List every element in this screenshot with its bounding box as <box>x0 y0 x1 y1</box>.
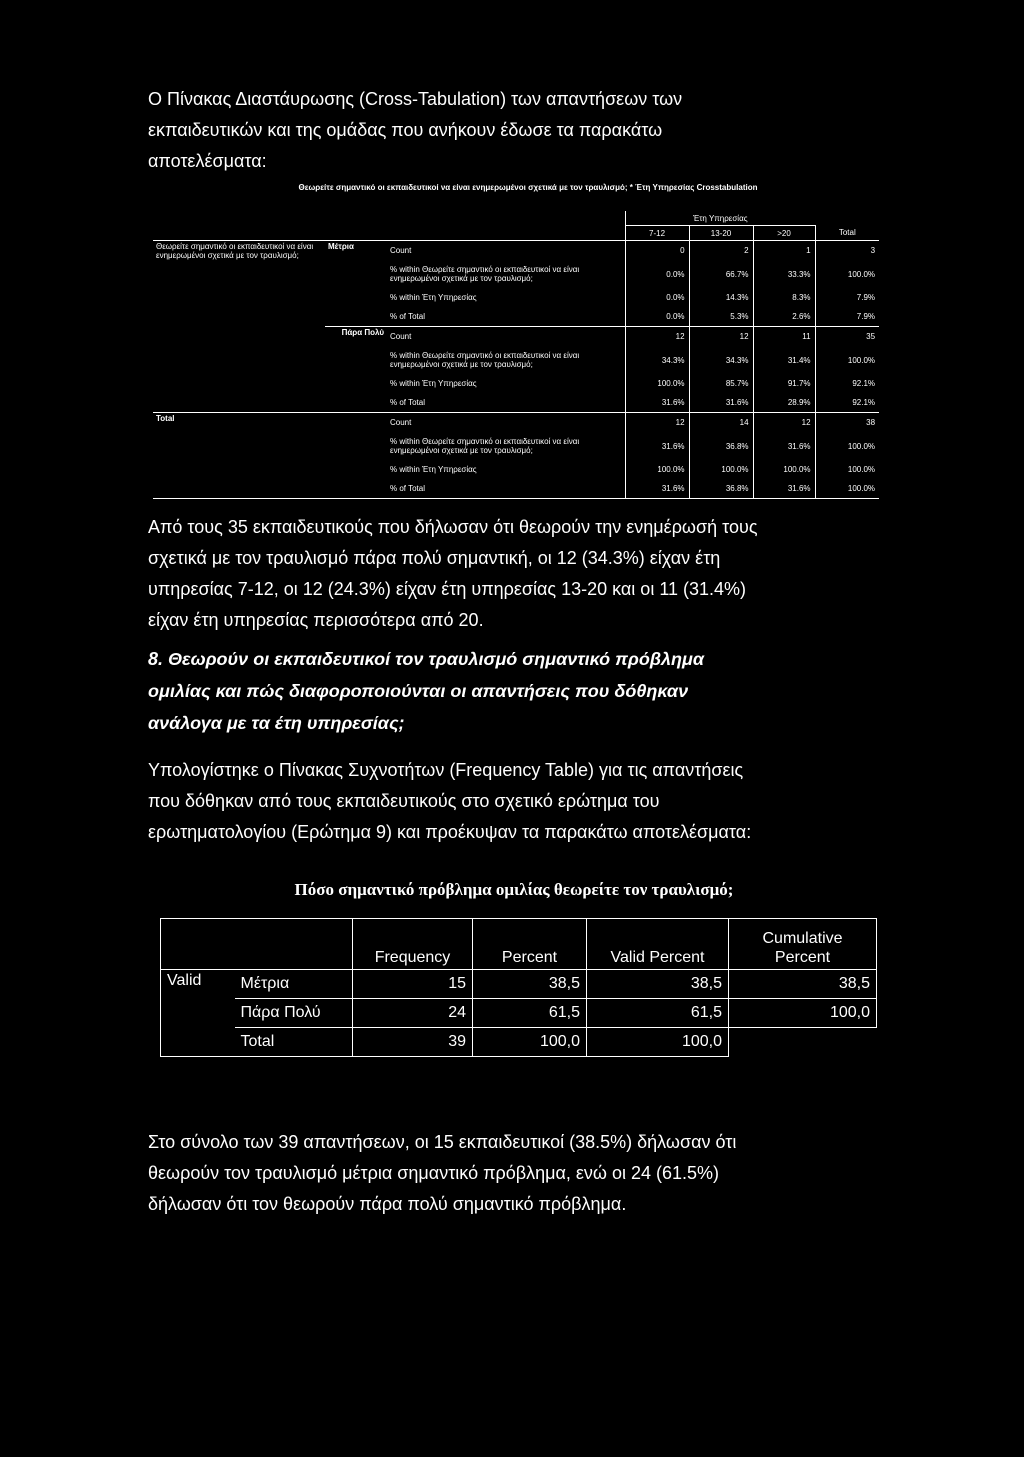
table-row <box>153 241 879 261</box>
cell: 31.6% <box>625 393 689 413</box>
cell: 31.6% <box>625 432 689 460</box>
col-header: Percent <box>473 919 587 970</box>
col-header: 7-12 <box>625 226 689 241</box>
cell: 8.3% <box>753 288 815 307</box>
cell: 100,0 <box>587 1028 729 1057</box>
intro-line: αποτελέσματα: <box>148 151 267 171</box>
cell: 12 <box>625 413 689 433</box>
table-row <box>161 999 877 1028</box>
cell: 31.6% <box>625 479 689 499</box>
cell: 100.0% <box>815 479 879 499</box>
stat-label: Count <box>387 413 625 433</box>
cell: 38,5 <box>473 970 587 999</box>
stat-label: % within Θεωρείτε σημαντικό οι εκπαιδευτικοί να είναι ενημερωμένοι σχετικά με τον τραυλισμό; <box>390 437 580 455</box>
cell: 12 <box>689 327 753 347</box>
cell: 2 <box>689 241 753 261</box>
stat-label: Count <box>387 327 625 347</box>
cell: 100.0% <box>753 460 815 479</box>
cell: 33.3% <box>753 260 815 288</box>
method-line: ερωτηματολογίου (Ερώτημα 9) και προέκυψαν τα παρακάτω αποτελέσματα: <box>148 822 752 842</box>
table-row <box>153 413 879 433</box>
col-header: Cumulative Percent <box>729 919 877 970</box>
cell: 0.0% <box>625 288 689 307</box>
cell: 28.9% <box>753 393 815 413</box>
total-label: Total <box>153 413 387 499</box>
conclusion-line: Στο σύνολο των 39 απαντήσεων, οι 15 εκπαιδευτικοί (38.5%) δήλωσαν ότι <box>148 1132 737 1152</box>
cell: 100.0% <box>625 374 689 393</box>
col-header: Frequency <box>353 919 473 970</box>
conclusion-line: θεωρούν τον τραυλισμό μέτρια σημαντικό πρόβλημα, ενώ οι 24 (61.5%) <box>148 1163 720 1183</box>
cell: 0.0% <box>625 260 689 288</box>
cell: 61,5 <box>587 999 729 1028</box>
summary-line: σχετικά με τον τραυλισμό πάρα πολύ σημαντική, οι 12 (34.3%) είχαν έτη <box>148 548 721 568</box>
summary-line: Από τους 35 εκπαιδευτικούς που δήλωσαν ότι θεωρούν την ενημέρωσή τους <box>148 517 758 537</box>
cell: 34.3% <box>689 346 753 374</box>
row-label: Πάρα Πολύ <box>235 999 353 1028</box>
frequency-table <box>160 918 877 1057</box>
stat-label: % of Total <box>390 312 425 321</box>
col-header: 13-20 <box>689 226 753 241</box>
cell: 34.3% <box>625 346 689 374</box>
stat-label: % of Total <box>390 484 425 493</box>
cell: 100,0 <box>473 1028 587 1057</box>
cell: 100,0 <box>729 999 877 1028</box>
cell: 2.6% <box>753 307 815 327</box>
cell: 1 <box>753 241 815 261</box>
cell: 14 <box>689 413 753 433</box>
stat-label: % within Έτη Υπηρεσίας <box>390 293 477 302</box>
cell: 100.0% <box>815 460 879 479</box>
stat-label: Count <box>387 241 625 261</box>
col-group-label: Έτη Υπηρεσίας <box>625 211 815 226</box>
group-label: Πάρα Πολύ <box>325 327 387 413</box>
heading-line: ομιλίας και πώς διαφοροποιούνται οι απαντήσεις που δόθηκαν <box>148 681 689 701</box>
cell: 92.1% <box>815 374 879 393</box>
group-label: Μέτρια <box>325 241 387 327</box>
stat-label: % of Total <box>390 398 425 407</box>
cell: 38,5 <box>729 970 877 999</box>
intro-line: εκπαιδευτικών και της ομάδας που ανήκουν έδωσε τα παρακάτω <box>148 120 663 140</box>
heading-line: ανάλογα με τα έτη υπηρεσίας; <box>148 713 405 733</box>
row-var-label: Θεωρείτε σημαντικό οι εκπαιδευτικοί να είναι ενημερωμένοι σχετικά με τον τραυλισμό; <box>153 241 325 413</box>
cell: 92.1% <box>815 393 879 413</box>
cell: 66.7% <box>689 260 753 288</box>
cell: 31.6% <box>689 393 753 413</box>
cell: 31.6% <box>753 432 815 460</box>
valid-label: Valid <box>161 970 235 1057</box>
cell: 38 <box>815 413 879 433</box>
cell: 36.8% <box>689 479 753 499</box>
frequency-header-row <box>161 919 877 970</box>
col-header: Valid Percent <box>587 919 729 970</box>
cell: 100.0% <box>625 460 689 479</box>
stat-label: % within Έτη Υπηρεσίας <box>390 465 477 474</box>
heading-line: 8. Θεωρούν οι εκπαιδευτικοί τον τραυλισμό σημαντικό πρόβλημα <box>148 649 705 669</box>
stat-label: % within Θεωρείτε σημαντικό οι εκπαιδευτικοί να είναι ενημερωμένοι σχετικά με τον τραυλισμό; <box>390 265 580 283</box>
cell: 100.0% <box>815 346 879 374</box>
intro-paragraph <box>148 84 880 177</box>
row-label: Total <box>235 1028 353 1057</box>
row-label: Μέτρια <box>235 970 353 999</box>
cell: 85.7% <box>689 374 753 393</box>
crosstab-header-columns <box>153 226 879 241</box>
cell: 24 <box>353 999 473 1028</box>
cell: 100.0% <box>815 260 879 288</box>
cell: 11 <box>753 327 815 347</box>
cell: 100.0% <box>689 460 753 479</box>
col-header: Total <box>815 226 879 241</box>
cell: 39 <box>353 1028 473 1057</box>
crosstab-header-group <box>153 211 879 226</box>
stat-label: % within Θεωρείτε σημαντικό οι εκπαιδευτικοί να είναι ενημερωμένοι σχετικά με τον τραυλισμό; <box>390 351 580 369</box>
conclusion-line: δήλωσαν ότι τον θεωρούν πάρα πολύ σημαντικό πρόβλημα. <box>148 1194 627 1214</box>
cell: 31.4% <box>753 346 815 374</box>
cell: 14.3% <box>689 288 753 307</box>
cell: 12 <box>625 327 689 347</box>
cell: 7.9% <box>815 307 879 327</box>
method-line: που δόθηκαν από τους εκπαιδευτικούς στο σχετικό ερώτημα του <box>148 791 660 811</box>
cell: 91.7% <box>753 374 815 393</box>
cell: 5.3% <box>689 307 753 327</box>
cell: 31.6% <box>753 479 815 499</box>
cell: 15 <box>353 970 473 999</box>
conclusion-paragraph <box>148 1127 880 1220</box>
cell: 61,5 <box>473 999 587 1028</box>
cell: 7.9% <box>815 288 879 307</box>
cell: 0 <box>625 241 689 261</box>
cell: 100.0% <box>815 432 879 460</box>
cell: 0.0% <box>625 307 689 327</box>
col-header: >20 <box>753 226 815 241</box>
method-paragraph <box>148 755 880 848</box>
cell: 38,5 <box>587 970 729 999</box>
method-line: Υπολογίστηκε ο Πίνακας Συχνοτήτων (Frequency Table) για τις απαντήσεις <box>148 760 744 780</box>
cell: 36.8% <box>689 432 753 460</box>
summary-paragraph <box>148 512 880 636</box>
cell: 3 <box>815 241 879 261</box>
frequency-table-title: Πόσο σημαντικό πρόβλημα ομιλίας θεωρείτε τον τραυλισμό; <box>294 880 734 899</box>
crosstab-table <box>153 211 879 499</box>
crosstab-title: Θεωρείτε σημαντικό οι εκπαιδευτικοί να είναι ενημερωμένοι σχετικά με τον τραυλισμό; * Έτη Υπηρεσίας Crosstabulation <box>298 183 758 192</box>
intro-line: Ο Πίνακας Διαστάυρωσης (Cross-Tabulation) των απαντήσεων των <box>148 89 683 109</box>
section-heading <box>148 643 880 739</box>
summary-line: υπηρεσίας 7-12, οι 12 (24.3%) είχαν έτη υπηρεσίας 13-20 και οι 11 (31.4%) <box>148 579 747 599</box>
table-row <box>161 1028 877 1057</box>
summary-line: είχαν έτη υπηρεσίας περισσότερα από 20. <box>148 610 484 630</box>
table-row <box>161 970 877 999</box>
cell <box>729 1028 877 1057</box>
stat-label: % within Έτη Υπηρεσίας <box>390 379 477 388</box>
cell: 35 <box>815 327 879 347</box>
cell: 12 <box>753 413 815 433</box>
